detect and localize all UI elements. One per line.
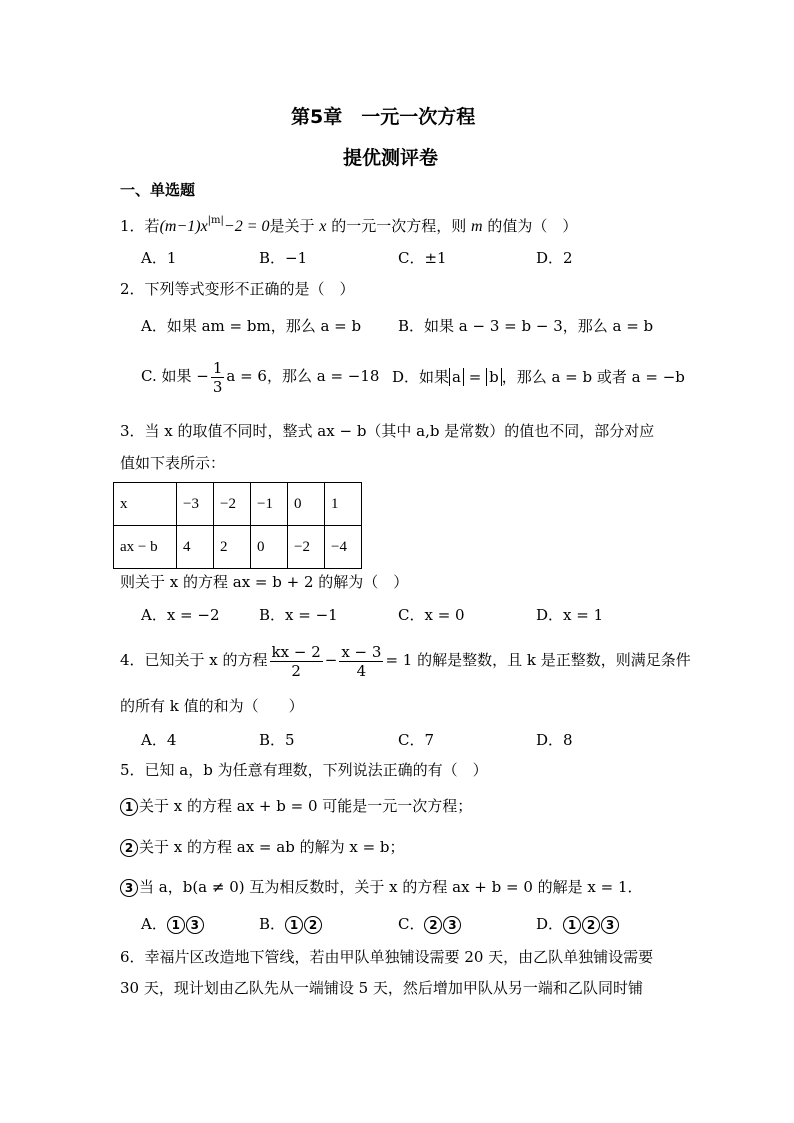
q1-text2: 的一元一次方程，则 (331, 217, 467, 235)
q1-var-m: m (470, 218, 483, 235)
value-table (113, 482, 362, 569)
doc-title: 第5章 一元一次方程 (291, 106, 476, 128)
q4-f2-denominator: 4 (356, 661, 367, 680)
q5-statement-1 (120, 796, 472, 816)
q4-f1-numerator: kx − 2 (271, 642, 321, 661)
table-cell: −2 (214, 483, 251, 526)
q4-minus: − (324, 651, 338, 669)
question-3-line-2: 值如下表所示： (120, 454, 226, 472)
circle-number: 2 (424, 916, 442, 934)
q5-s3-text: 当 a，b(a ≠ 0) 互为相反数时，关于 x 的方程 ax + b = 0 的解是 x = 1． (139, 878, 643, 896)
table-cell: −4 (325, 526, 362, 569)
q2-optc-post: a = 6，那么 a = −18 (226, 367, 380, 385)
circle-number: 1 (563, 916, 581, 934)
q2-optc-denominator: 3 (212, 377, 223, 396)
q4-post: = 1 的解是整数，且 k 是正整数，则满足条件 (385, 651, 691, 669)
circle-number: 3 (186, 916, 204, 934)
table-row (114, 526, 362, 569)
q5-opta-label: A． (141, 915, 167, 933)
table-cell: 0 (251, 526, 288, 569)
section-heading: 一、单选题 (120, 181, 196, 199)
q2-optd-abs-a: a (449, 368, 464, 386)
q5-option-b (259, 914, 323, 934)
table-row (114, 483, 362, 526)
q4-fraction-2 (339, 643, 383, 680)
q1-option-b: B．−1 (259, 249, 308, 267)
q3-option-b: B．x = −1 (259, 606, 338, 624)
q2-optc-pre: C. 如果 − (141, 367, 209, 385)
q4-f2-numerator: x − 3 (341, 642, 382, 661)
question-4-line-1 (120, 638, 691, 682)
q2-optd-abs-b: b (486, 368, 502, 386)
q5-optc-label: C． (398, 915, 425, 933)
q5-option-d (536, 914, 620, 934)
table-cell: −3 (177, 483, 214, 526)
table-cell: −2 (288, 526, 325, 569)
q4-option-b: B．5 (259, 731, 295, 749)
circle-number-3: 3 (120, 879, 138, 897)
q2-optc-fraction (211, 359, 225, 396)
doc-subtitle: 提优测评卷 (343, 147, 439, 169)
circle-number-1: 1 (120, 798, 138, 816)
q5-optb-label: B． (259, 915, 286, 933)
table-cell: 0 (288, 483, 325, 526)
q5-option-a (141, 914, 205, 934)
question-1 (120, 211, 577, 237)
table-cell: 1 (325, 483, 362, 526)
table-cell: 2 (214, 526, 251, 569)
q4-option-c: C．7 (398, 731, 435, 749)
q5-s1-text: 关于 x 的方程 ax + b = 0 可能是一元一次方程； (139, 797, 473, 815)
circle-number: 2 (304, 916, 322, 934)
circle-number: 1 (167, 916, 185, 934)
q2-option-c (141, 356, 379, 396)
circle-number: 3 (443, 916, 461, 934)
table-cell: 4 (177, 526, 214, 569)
q2-optc-numerator: 1 (212, 358, 223, 377)
q1-mid: −2 = 0 (223, 218, 270, 235)
q1-option-a: A．1 (141, 249, 177, 267)
q2-option-d (392, 367, 685, 387)
q5-statement-3 (120, 877, 643, 897)
question-2: 2．下列等式变形不正确的是（ ） (120, 280, 355, 298)
q4-pre: 4．已知关于 x 的方程 (120, 651, 268, 669)
q2-optd-eq: = (463, 368, 487, 386)
table-cell: ax − b (114, 526, 177, 569)
question-3-line-1: 3．当 x 的取值不同时，整式 ax − b（其中 a,b 是常数）的值也不同，部分对应 (120, 422, 655, 440)
q4-fraction-1 (270, 643, 323, 680)
q1-exponent: |m| (207, 215, 224, 226)
q1-text1: 是关于 (269, 217, 315, 235)
circle-number-2: 2 (120, 839, 138, 857)
question-6-line-1: 6．幸福片区改造地下管线，若由甲队单独铺设需要 20 天，由乙队单独铺设需要 (120, 948, 654, 966)
q4-f1-denominator: 2 (291, 661, 301, 680)
q2-optd-post: ，那么 a = b 或者 a = −b (501, 368, 685, 386)
q1-option-c: C．±1 (398, 249, 447, 267)
table-cell: x (114, 483, 177, 526)
circle-number: 3 (601, 916, 619, 934)
q3-option-a: A．x = −2 (141, 606, 220, 624)
question-5-line-1: 5．已知 a，b 为任意有理数，下列说法正确的有（ ） (120, 761, 488, 779)
q1-number: 1． (120, 217, 145, 235)
q3-option-d: D．x = 1 (536, 606, 604, 624)
q2-optd-pre: D．如果 (392, 368, 450, 386)
q4-option-a: A．4 (141, 731, 177, 749)
table-cell: −1 (251, 483, 288, 526)
q5-statement-2 (120, 837, 405, 857)
q1-expr: (m−1)x (159, 218, 208, 235)
q5-optd-label: D． (536, 915, 564, 933)
question-3-line-3: 则关于 x 的方程 ax = b + 2 的解为（ ） (120, 573, 409, 591)
q1-option-d: D．2 (536, 249, 573, 267)
q3-option-c: C．x = 0 (398, 606, 465, 624)
q1-var-x: x (319, 218, 327, 235)
question-4-line-2: 的所有 k 值的和为（ ） (120, 697, 304, 715)
q1-text3: 的值为（ ） (487, 217, 578, 235)
circle-number: 2 (582, 916, 600, 934)
question-6-line-2: 30 天，现计划由乙队先从一端铺设 5 天，然后增加甲队从另一端和乙队同时铺 (120, 979, 643, 997)
q4-option-d: D．8 (536, 731, 573, 749)
q2-option-b: B．如果 a − 3 = b − 3，那么 a = b (398, 317, 654, 335)
circle-number: 1 (285, 916, 303, 934)
q1-pre: 若 (144, 217, 160, 235)
q5-s2-text: 关于 x 的方程 ax = ab 的解为 x = b； (139, 838, 405, 856)
q5-option-c (398, 914, 462, 934)
q2-option-a: A．如果 am = bm，那么 a = b (141, 317, 362, 335)
